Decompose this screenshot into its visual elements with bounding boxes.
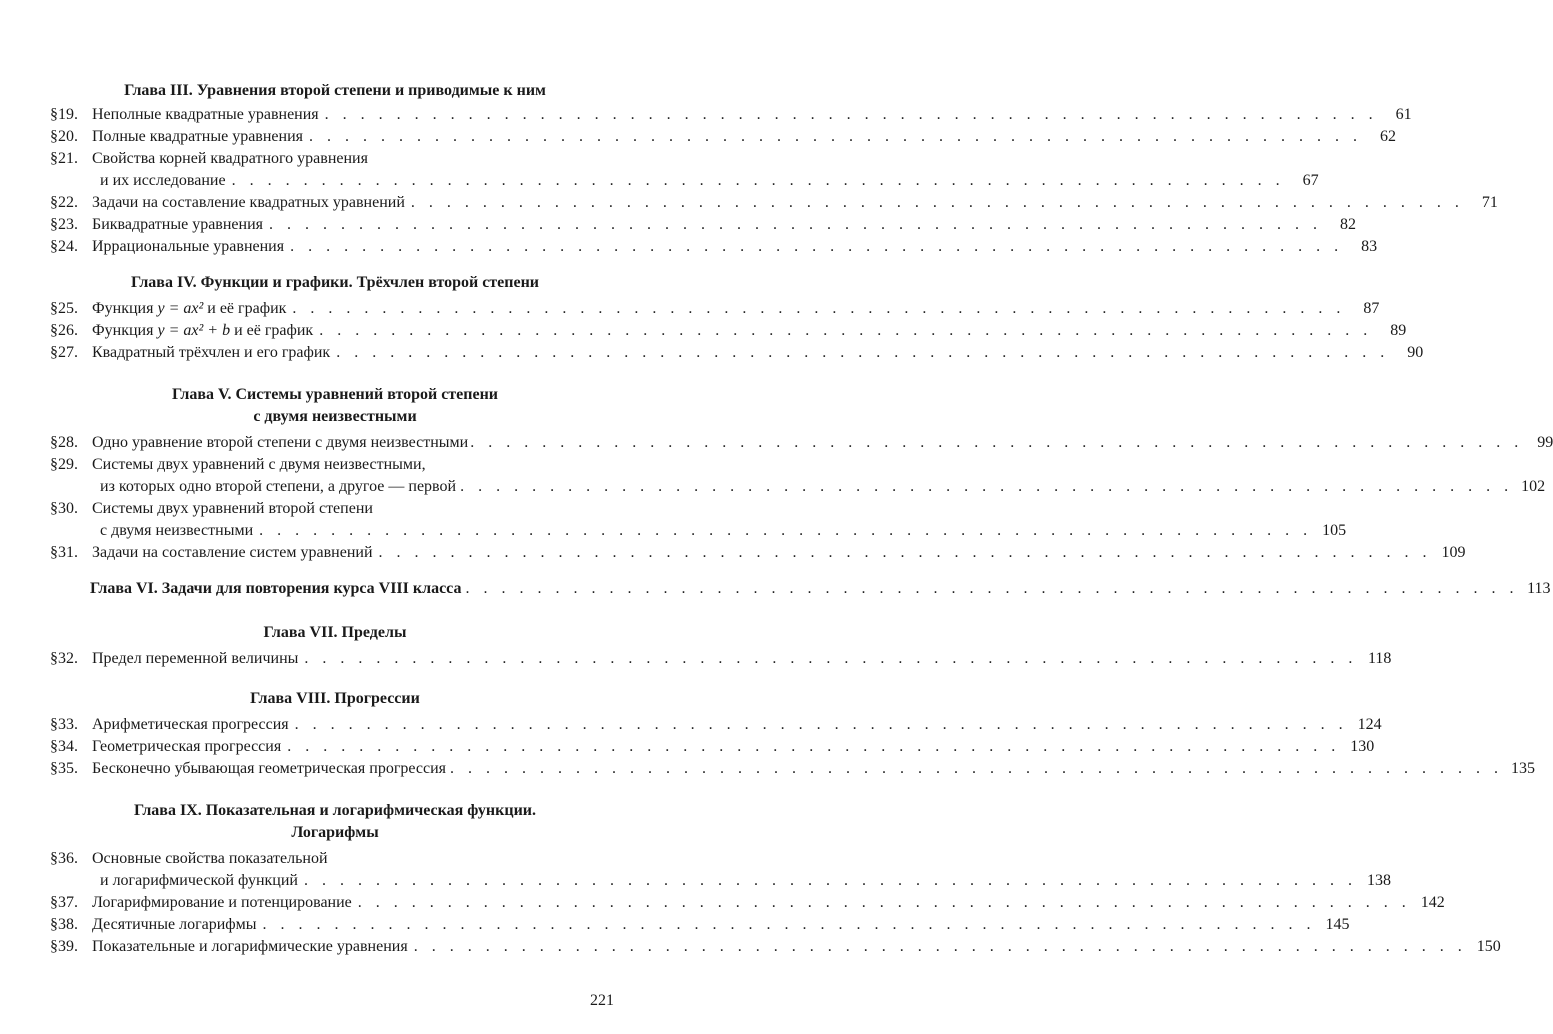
chapter-9-heading: Глава IX. Показательная и логарифмическая функции.: [133, 802, 537, 819]
toc-entry-36-cont: [50, 870, 1391, 892]
entry-title: Задачи на составление систем уравнений: [92, 544, 373, 561]
entry-title: Иррациональные уравнения: [92, 238, 285, 255]
toc-entry-37: [50, 892, 1445, 914]
entry-page: 102: [1521, 478, 1546, 495]
entry-page: 130: [1350, 738, 1375, 755]
leader-dots: . . . . . . . . . . . . . . . . . . . . . . . . . . . . . . . . . . . . . . . . . . . . . . . . . . . . . . . . . . .: [465, 580, 1519, 597]
chapter-6-entry: [90, 578, 1551, 600]
toc-entry-25: [50, 298, 1380, 320]
entry-title: Системы двух уравнений с двумя неизвестными,: [92, 456, 426, 473]
entry-page: 99: [1537, 434, 1553, 451]
entry-number: §22.: [50, 194, 78, 211]
entry-title-cont: и логарифмической функций: [100, 872, 298, 889]
entry-number: §32.: [50, 650, 78, 667]
entry-page: 83: [1361, 238, 1378, 255]
entry-page: 71: [1481, 194, 1498, 211]
toc-entry-36: [50, 848, 618, 870]
formula: y = ax² + b: [157, 322, 231, 339]
leader-dots: . . . . . . . . . . . . . . . . . . . . . . . . . . . . . . . . . . . . . . . . . . . . . . . . . . . . . . . . . . .: [304, 872, 1357, 889]
toc-entry-33: [50, 714, 1382, 736]
entry-title: Функция y = ax² + b и её график: [92, 322, 314, 339]
entry-number: §33.: [50, 716, 78, 733]
entry-title: Полные квадратные уравнения: [92, 128, 303, 145]
chapter-7-heading: Глава VII. Пределы: [263, 624, 407, 641]
chapter-3-heading: Глава III. Уравнения второй степени и приводимые к ним: [124, 82, 546, 99]
page-number: 221: [590, 992, 614, 1009]
toc-entry-20: [50, 126, 1396, 148]
entry-page: 90: [1407, 344, 1424, 361]
toc-entry-29-cont: [50, 476, 1546, 498]
toc-entry-22: [50, 192, 1498, 214]
entry-title: Основные свойства показательной: [92, 850, 328, 867]
toc-entry-35: [50, 758, 1535, 780]
entry-page: 109: [1441, 544, 1466, 561]
entry-number: §37.: [50, 894, 78, 911]
toc-entry-21-cont: [50, 170, 1319, 192]
entry-title-cont: из которых одно второй степени, а другое — первой: [100, 478, 457, 495]
toc-entry-24: [50, 236, 1378, 258]
entry-title: Одно уравнение второй степени с двумя неизвестными: [92, 434, 469, 451]
entry-title: Биквадратные уравнения: [92, 216, 264, 233]
toc-entry-29: [50, 454, 618, 476]
entry-title: Свойства корней квадратного уравнения: [92, 150, 368, 167]
leader-dots: . . . . . . . . . . . . . . . . . . . . . . . . . . . . . . . . . . . . . . . . . . . . . . . . . . . . . . . . . . .: [460, 478, 1514, 495]
entry-number: §21.: [50, 150, 78, 167]
toc-entry-28: [50, 432, 1553, 454]
entry-page: 142: [1420, 894, 1445, 911]
toc-entry-39: [50, 936, 1501, 958]
entry-number: §28.: [50, 434, 78, 451]
toc-entry-31: [50, 542, 1466, 564]
toc-entry-38: [50, 914, 1350, 936]
toc-entry-23: [50, 214, 1357, 236]
leader-dots: . . . . . . . . . . . . . . . . . . . . . . . . . . . . . . . . . . . . . . . . . . . . . . . . . . . . . . . . . . .: [324, 106, 1378, 123]
toc-entry-27: [50, 342, 1424, 364]
entry-title: Арифметическая прогрессия: [92, 716, 289, 733]
formula: y = ax²: [157, 300, 204, 317]
chapter-5-heading-cont: с двумя неизвестными: [253, 408, 417, 425]
entry-page: 89: [1390, 322, 1407, 339]
leader-dots: . . . . . . . . . . . . . . . . . . . . . . . . . . . . . . . . . . . . . . . . . . . . . . . . . . . . . . . . . . .: [410, 194, 1464, 211]
entry-number: §27.: [50, 344, 78, 361]
entry-page: 87: [1363, 300, 1380, 317]
leader-dots: . . . . . . . . . . . . . . . . . . . . . . . . . . . . . . . . . . . . . . . . . . . . . . . . . . . . . . . . . . .: [269, 216, 1323, 233]
entry-title: Показательные и логарифмические уравнения: [92, 938, 408, 955]
leader-dots: . . . . . . . . . . . . . . . . . . . . . . . . . . . . . . . . . . . . . . . . . . . . . . . . . . . . . . . . . . .: [294, 716, 1348, 733]
entry-title: Квадратный трёхчлен и его график: [92, 344, 331, 361]
toc-entry-21: [50, 148, 618, 170]
entry-page: 105: [1322, 522, 1347, 539]
chapter-4-heading: Глава IV. Функции и графики. Трёхчлен второй степени: [130, 274, 540, 291]
entry-number: §38.: [50, 916, 78, 933]
chapter-6-heading: Глава VI. Задачи для повторения курса VIII класса: [90, 580, 462, 597]
entry-title-cont: с двумя неизвестными: [100, 522, 254, 539]
entry-number: §29.: [50, 456, 78, 473]
entry-number: §39.: [50, 938, 78, 955]
entry-number: §25.: [50, 300, 78, 317]
entry-number: §31.: [50, 544, 78, 561]
leader-dots: . . . . . . . . . . . . . . . . . . . . . . . . . . . . . . . . . . . . . . . . . . . . . . . . . . . . . . . . . . .: [231, 172, 1285, 189]
leader-dots: . . . . . . . . . . . . . . . . . . . . . . . . . . . . . . . . . . . . . . . . . . . . . . . . . . . . . . . . . . .: [259, 522, 1313, 539]
entry-page: 62: [1380, 128, 1396, 145]
chapter-8-heading: Глава VIII. Прогрессии: [250, 690, 420, 707]
toc-entry-19: [50, 104, 1412, 126]
entry-title: Функция y = ax² и её график: [92, 300, 287, 317]
entry-title: Неполные квадратные уравнения: [92, 106, 319, 123]
entry-page: 145: [1325, 916, 1350, 933]
entry-number: §35.: [50, 760, 78, 777]
entry-title: Задачи на составление квадратных уравнений: [92, 194, 405, 211]
entry-number: §20.: [50, 128, 78, 145]
entry-title-cont: и их исследование: [100, 172, 226, 189]
leader-dots: . . . . . . . . . . . . . . . . . . . . . . . . . . . . . . . . . . . . . . . . . . . . . . . . . . . . . . . . . . .: [287, 738, 1341, 755]
toc-entry-30: [50, 498, 618, 520]
entry-number: §23.: [50, 216, 78, 233]
entry-number: §26.: [50, 322, 78, 339]
entry-title: Предел переменной величины: [92, 650, 299, 667]
entry-number: §36.: [50, 850, 78, 867]
entry-page: 138: [1367, 872, 1391, 889]
leader-dots: . . . . . . . . . . . . . . . . . . . . . . . . . . . . . . . . . . . . . . . . . . . . . . . . . . . . . . . . . . .: [336, 344, 1390, 361]
entry-number: §19.: [50, 106, 78, 123]
leader-dots: . . . . . . . . . . . . . . . . . . . . . . . . . . . . . . . . . . . . . . . . . . . . . . . . . . . . . . . . . . .: [292, 300, 1346, 317]
entry-title: Геометрическая прогрессия: [92, 738, 282, 755]
entry-title: Десятичные логарифмы: [92, 916, 257, 933]
leader-dots: . . . . . . . . . . . . . . . . . . . . . . . . . . . . . . . . . . . . . . . . . . . . . . . . . . . . . . . . . . .: [319, 322, 1373, 339]
leader-dots: . . . . . . . . . . . . . . . . . . . . . . . . . . . . . . . . . . . . . . . . . . . . . . . . . . . . . . . . . . .: [413, 938, 1467, 955]
entry-title: Системы двух уравнений второй степени: [92, 500, 373, 517]
entry-page: 61: [1395, 106, 1412, 123]
leader-dots: . . . . . . . . . . . . . . . . . . . . . . . . . . . . . . . . . . . . . . . . . . . . . . . . . . . . . . . . . . .: [262, 916, 1316, 933]
entry-page: 124: [1357, 716, 1382, 733]
leader-dots: . . . . . . . . . . . . . . . . . . . . . . . . . . . . . . . . . . . . . . . . . . . . . . . . . . . . . . . . . . .: [357, 894, 1411, 911]
entry-page: 67: [1302, 172, 1319, 189]
chapter-5-heading: Глава V. Системы уравнений второй степени: [171, 386, 499, 403]
entry-page: 118: [1367, 650, 1392, 667]
entry-number: §24.: [50, 238, 78, 255]
entry-title: Бесконечно убывающая геометрическая прогрессия: [92, 760, 446, 777]
leader-dots: . . . . . . . . . . . . . . . . . . . . . . . . . . . . . . . . . . . . . . . . . . . . . . . . . . . . . . . . . . .: [450, 760, 1503, 777]
leader-dots: . . . . . . . . . . . . . . . . . . . . . . . . . . . . . . . . . . . . . . . . . . . . . . . . . . . . . . . . . . .: [290, 238, 1344, 255]
leader-dots: . . . . . . . . . . . . . . . . . . . . . . . . . . . . . . . . . . . . . . . . . . . . . . . . . . . . . . . . . . .: [304, 650, 1358, 667]
entry-page: 82: [1340, 216, 1357, 233]
entry-number: §34.: [50, 738, 78, 755]
entry-page: 135: [1511, 760, 1535, 777]
leader-dots: . . . . . . . . . . . . . . . . . . . . . . . . . . . . . . . . . . . . . . . . . . . . . . . . . . . . . . . . . . .: [470, 434, 1524, 451]
toc-entry-30-cont: [50, 520, 1347, 542]
toc-entry-26: [50, 320, 1407, 342]
entry-page: 113: [1527, 580, 1551, 597]
entry-title: Логарифмирование и потенцирование: [92, 894, 352, 911]
leader-dots: . . . . . . . . . . . . . . . . . . . . . . . . . . . . . . . . . . . . . . . . . . . . . . . . . . . . . . . . . . .: [378, 544, 1432, 561]
entry-number: §30.: [50, 500, 78, 517]
toc-entry-34: [50, 736, 1375, 758]
entry-page: 150: [1476, 938, 1501, 955]
chapter-9-heading-cont: Логарифмы: [291, 824, 379, 841]
leader-dots: . . . . . . . . . . . . . . . . . . . . . . . . . . . . . . . . . . . . . . . . . . . . . . . . . . . . . . . . . . .: [309, 128, 1362, 145]
toc-entry-32: [50, 648, 1392, 670]
